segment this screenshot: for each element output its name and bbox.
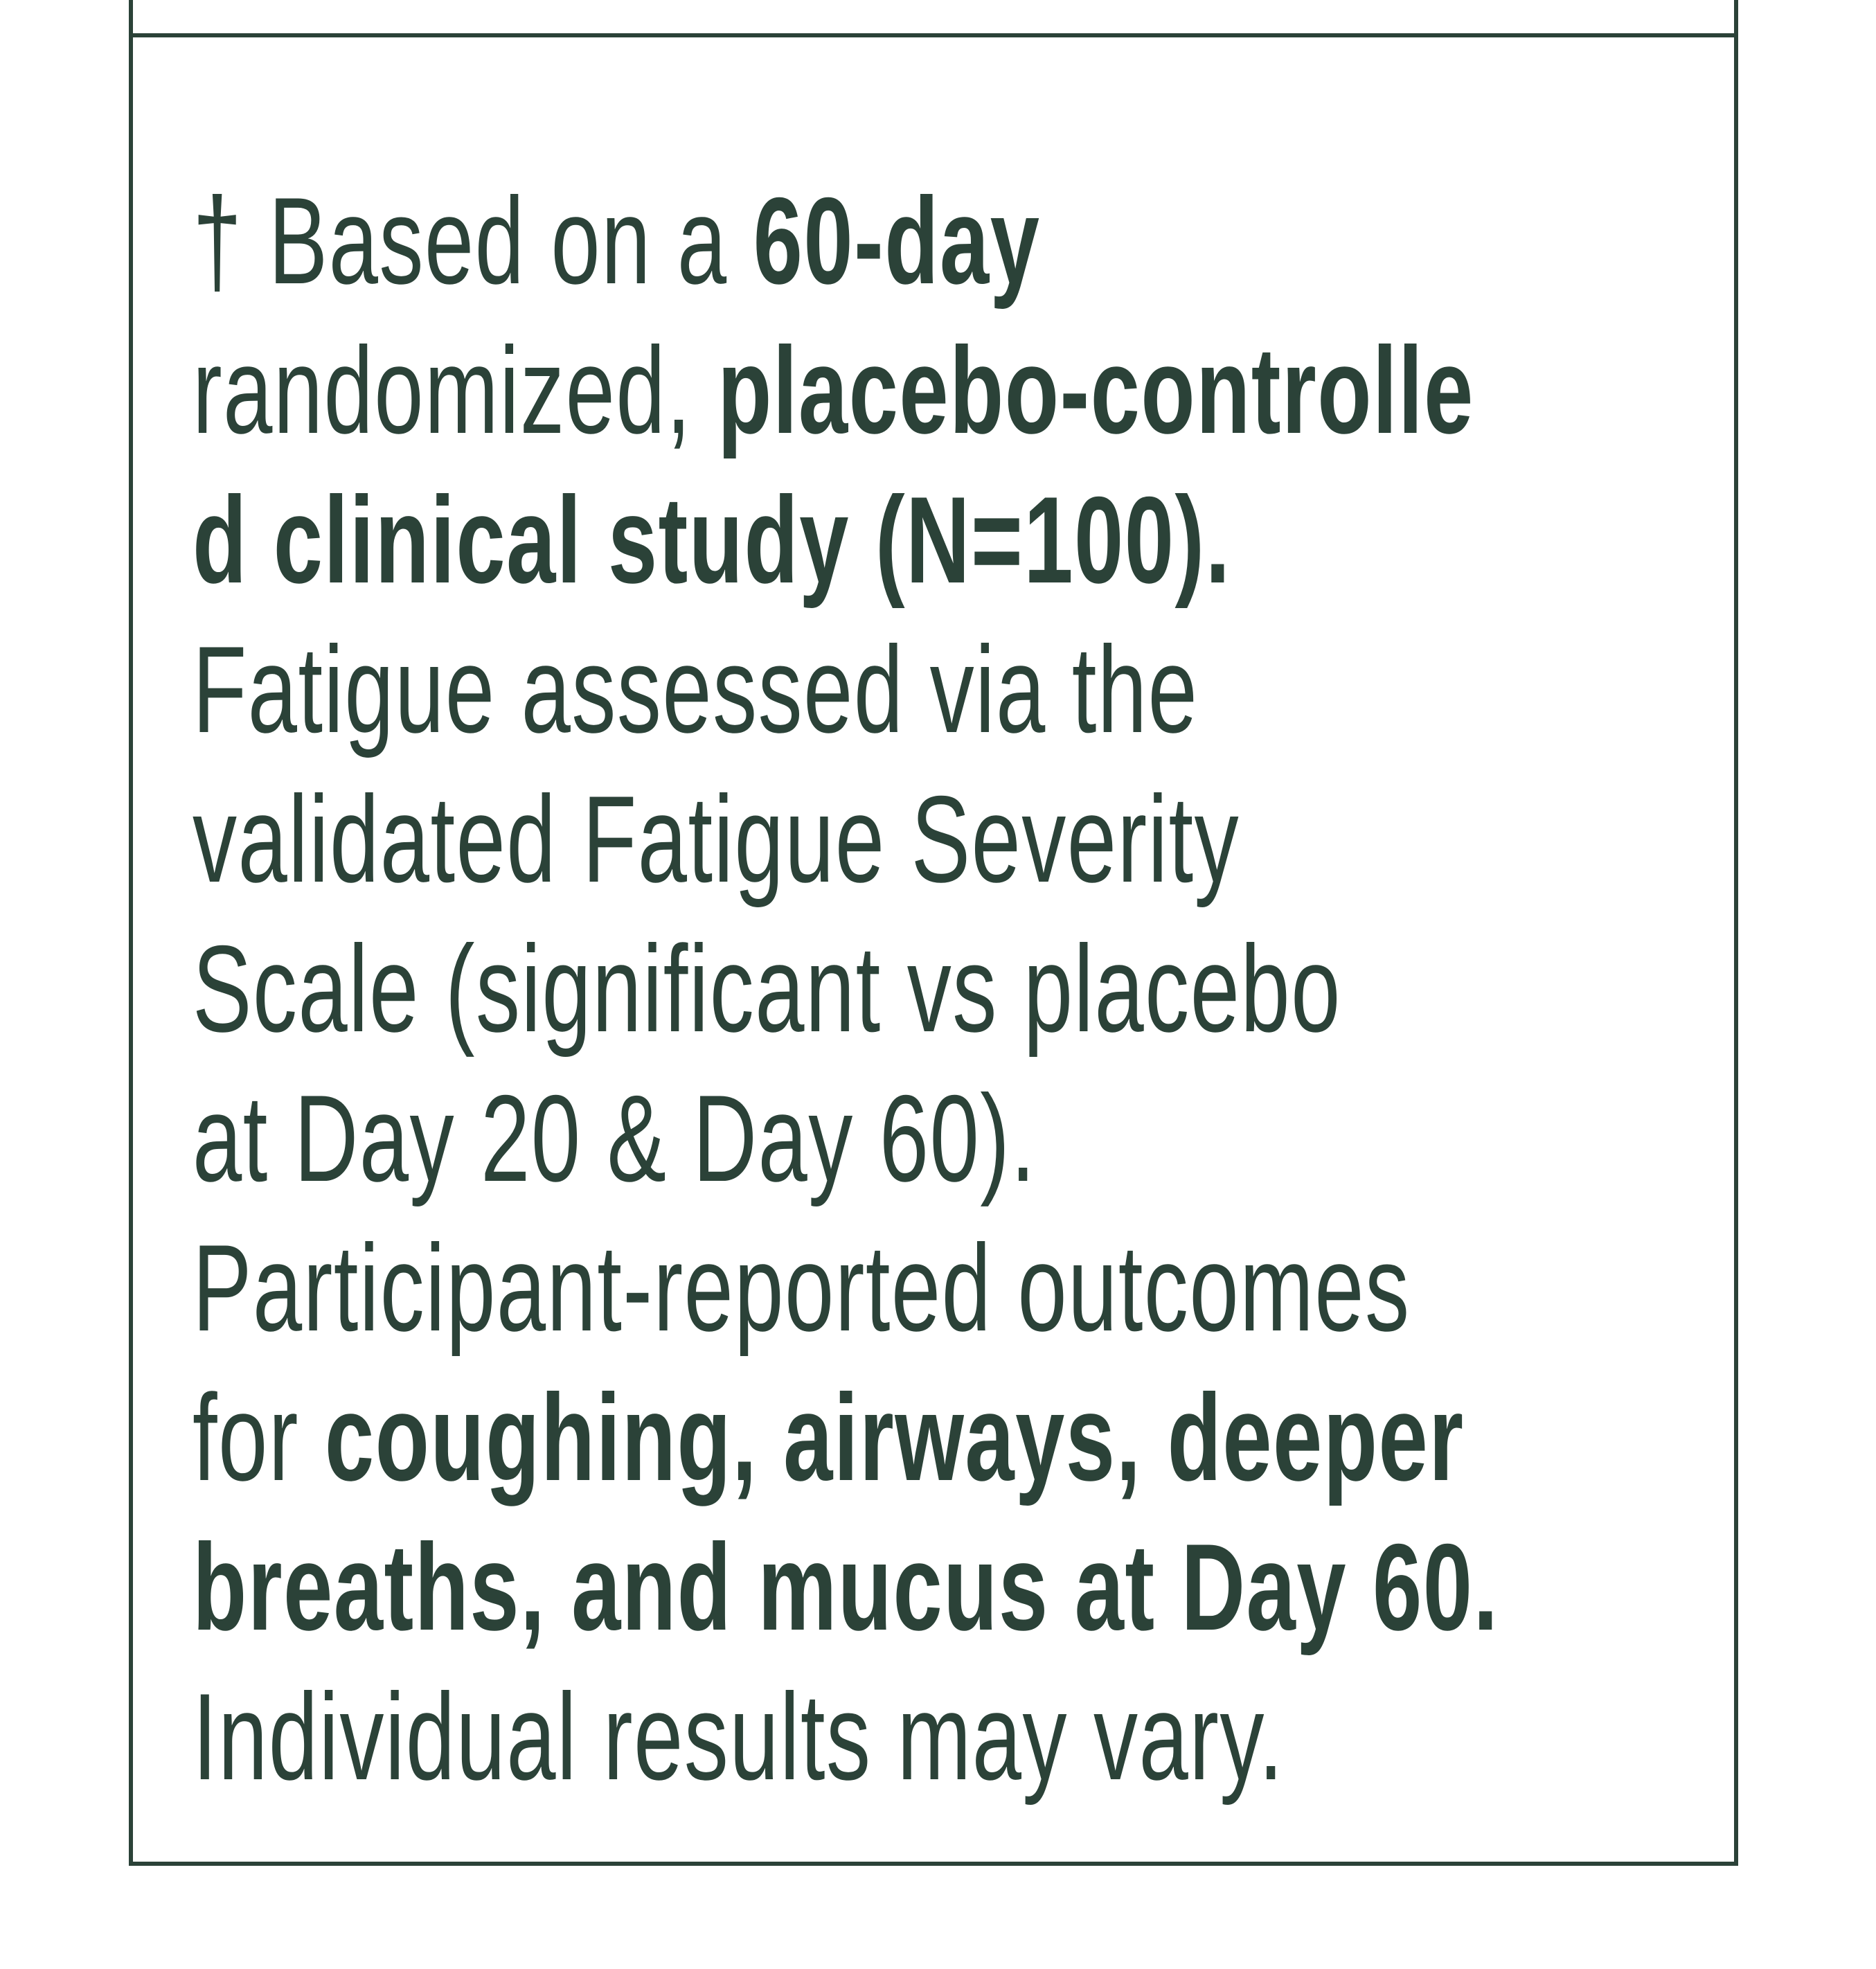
footnote-bold-text: 60-day xyxy=(753,172,1041,310)
study-footnote xyxy=(193,166,1499,1812)
footnote-bold-text: coughing, airways, deeper xyxy=(324,1369,1465,1506)
footnote-line-6: Scale (significant vs placebo xyxy=(193,920,1341,1058)
footnote-text: † Based on a xyxy=(193,172,753,310)
footnote-line-2 xyxy=(193,316,1474,465)
footnote-line-11: Individual results may vary. xyxy=(193,1668,1285,1806)
footnote-line-5: validated Fatigue Severity xyxy=(193,770,1240,908)
footnote-bold-text: placebo-controlle xyxy=(717,321,1474,459)
top-divider xyxy=(129,33,1738,37)
footnote-line-9 xyxy=(193,1363,1465,1513)
footnote-text: randomized, xyxy=(193,321,718,459)
footnote-line-3: d clinical study (N=100). xyxy=(193,471,1231,609)
footnote-text: for xyxy=(193,1369,325,1506)
footnote-line-8: Participant-reported outcomes xyxy=(193,1219,1411,1357)
footnote-line-7: at Day 20 & Day 60). xyxy=(193,1069,1037,1207)
footnote-line-4: Fatigue assessed via the xyxy=(193,621,1199,758)
footnote-line-1 xyxy=(193,166,1280,316)
footnote-line-10: breaths, and mucus at Day 60. xyxy=(193,1518,1499,1656)
